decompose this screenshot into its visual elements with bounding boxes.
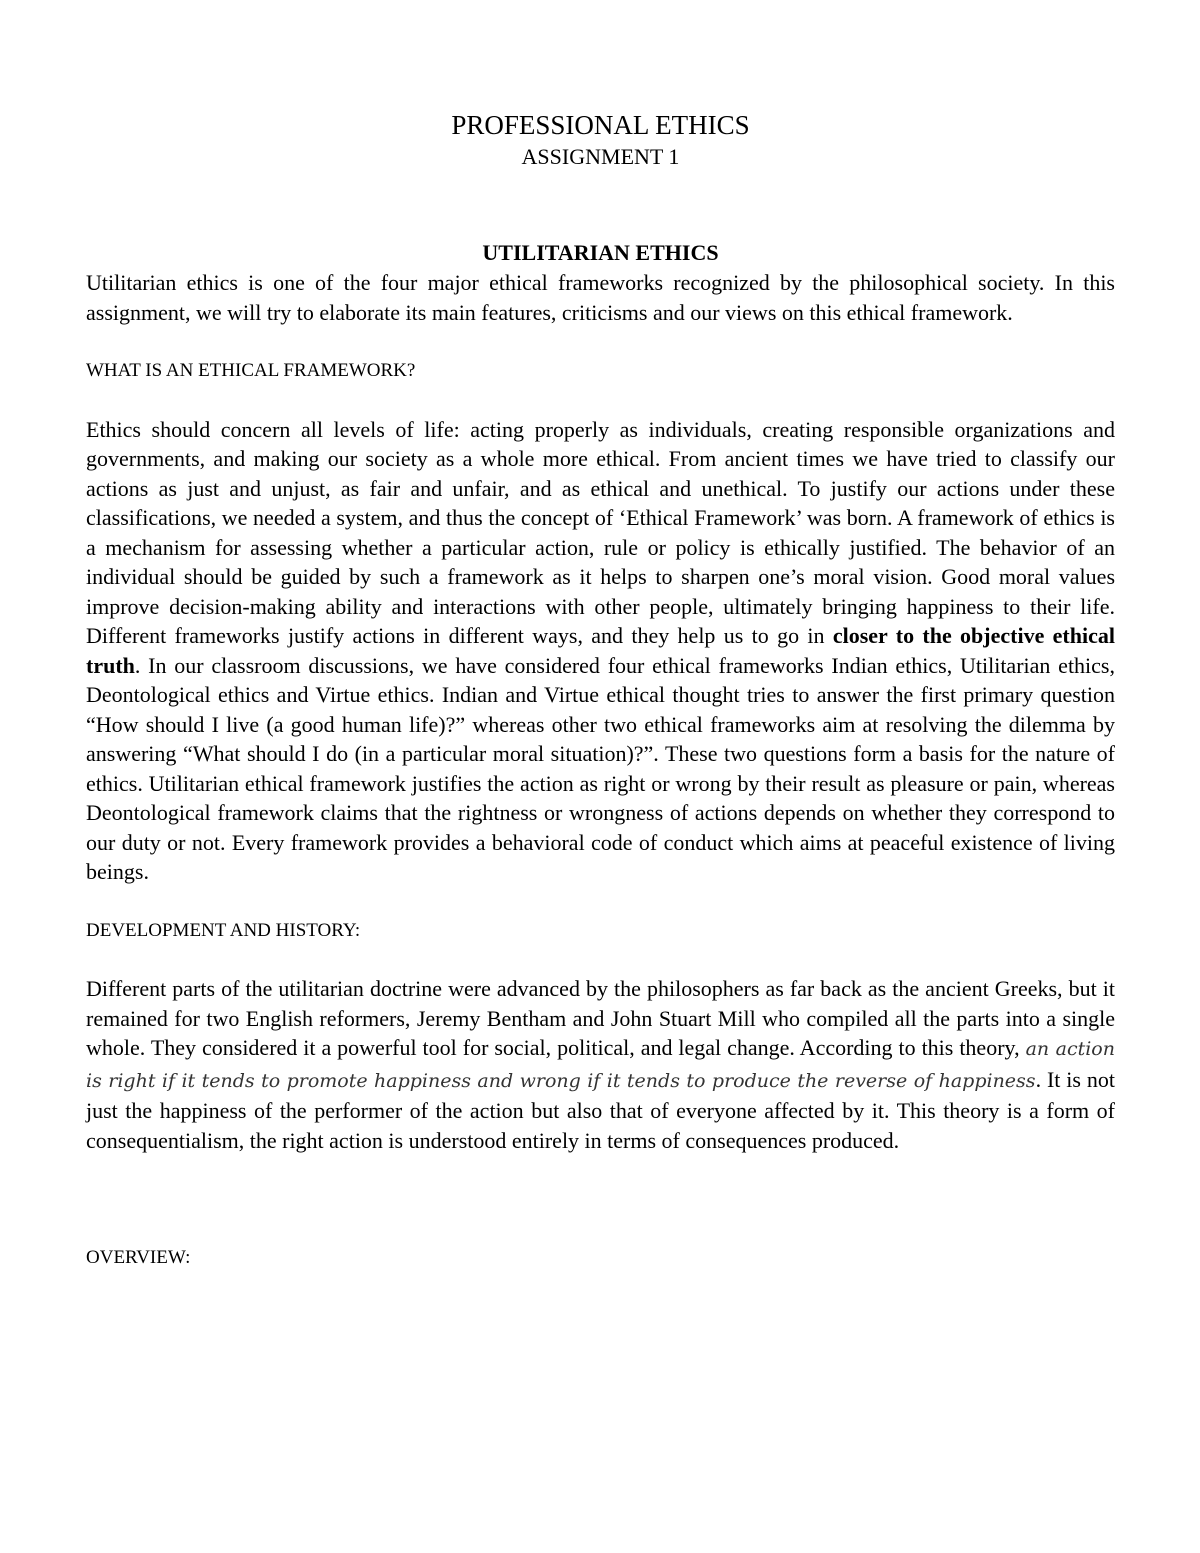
intro-paragraph: Utilitarian ethics is one of the four major ethical frameworks recognized by the philosophical society. In this assignment, we will try to elaborate its main features, criticisms and our views on this ethical framework. [86,270,1115,325]
heading-overview: OVERVIEW: [86,1247,191,1268]
section-title: UTILITARIAN ETHICS [482,240,719,265]
history-paragraph [86,974,1115,1155]
history-text-end: . It is not just the happiness of the performer of the action but also that of everyone affected by it. This theory is a form of consequentialism, the right action is understood entirely in terms of consequences produced. [86,1066,1115,1153]
heading-ethical-framework: WHAT IS AN ETHICAL FRAMEWORK? [86,360,416,381]
document-subtitle: ASSIGNMENT 1 [521,144,680,169]
heading-development-history: DEVELOPMENT AND HISTORY: [86,919,361,941]
document-page [86,108,1115,1273]
history-text-start: Different parts of the utilitarian doctrine were advanced by the philosophers as far back as the ancient Greeks, but it remained for two English reformers, Jeremy Bentham and John Stuart Mill who compiled all the parts into a single whole. They considered it a powerful tool for social, political, and legal change. According to this theory, [86,976,1115,1060]
framework-text-end: . In our classroom discussions, we have considered four ethical frameworks Indian ethics, Utilitarian ethics, Deontological ethics and Virtue ethics. Indian and Virtue ethical thought tries to answer the first primary question “How should I live (a good human life)?” whereas other two ethical frameworks aim at resolving the dilemma by answering “What should I do (in a particular moral situation)?”. These two questions form a basis for the nature of ethics. Utilitarian ethical framework justifies the action as right or wrong by their result as pleasure or pain, whereas Deontological framework claims that the rightness or wrongness of actions depends on whether they correspond to our duty or not. Every framework provides a behavioral code of conduct which aims at peaceful existence of living beings. [86,652,1115,884]
framework-paragraph [86,415,1115,887]
framework-text-start: Ethics should concern all levels of life: acting properly as individuals, creating responsible organizations and governments, and making our society as a whole more ethical. From ancient times we have tried to classify our actions as just and unjust, as fair and unfair, and as ethical and unethical. To justify our actions under these classifications, we needed a system, and thus the concept of ‘Ethical Framework’ was born. A framework of ethics is a mechanism for assessing whether a particular action, rule or policy is ethically justified. The behavior of an individual should be guided by such a framework as it helps to sharpen one’s moral vision. Good moral values improve decision-making ability and interactions with other people, ultimately bringing happiness to their life. Different frameworks justify actions in different ways, and they help us to go in [86,416,1115,648]
framework-bold-phrase: closer to the objective ethical truth [86,623,1115,678]
document-title: PROFESSIONAL ETHICS [451,110,750,140]
history-italic-phrase: an action is right if it tends to promote happiness and wrong if it tends to produce the reverse of happiness [86,1038,1115,1092]
